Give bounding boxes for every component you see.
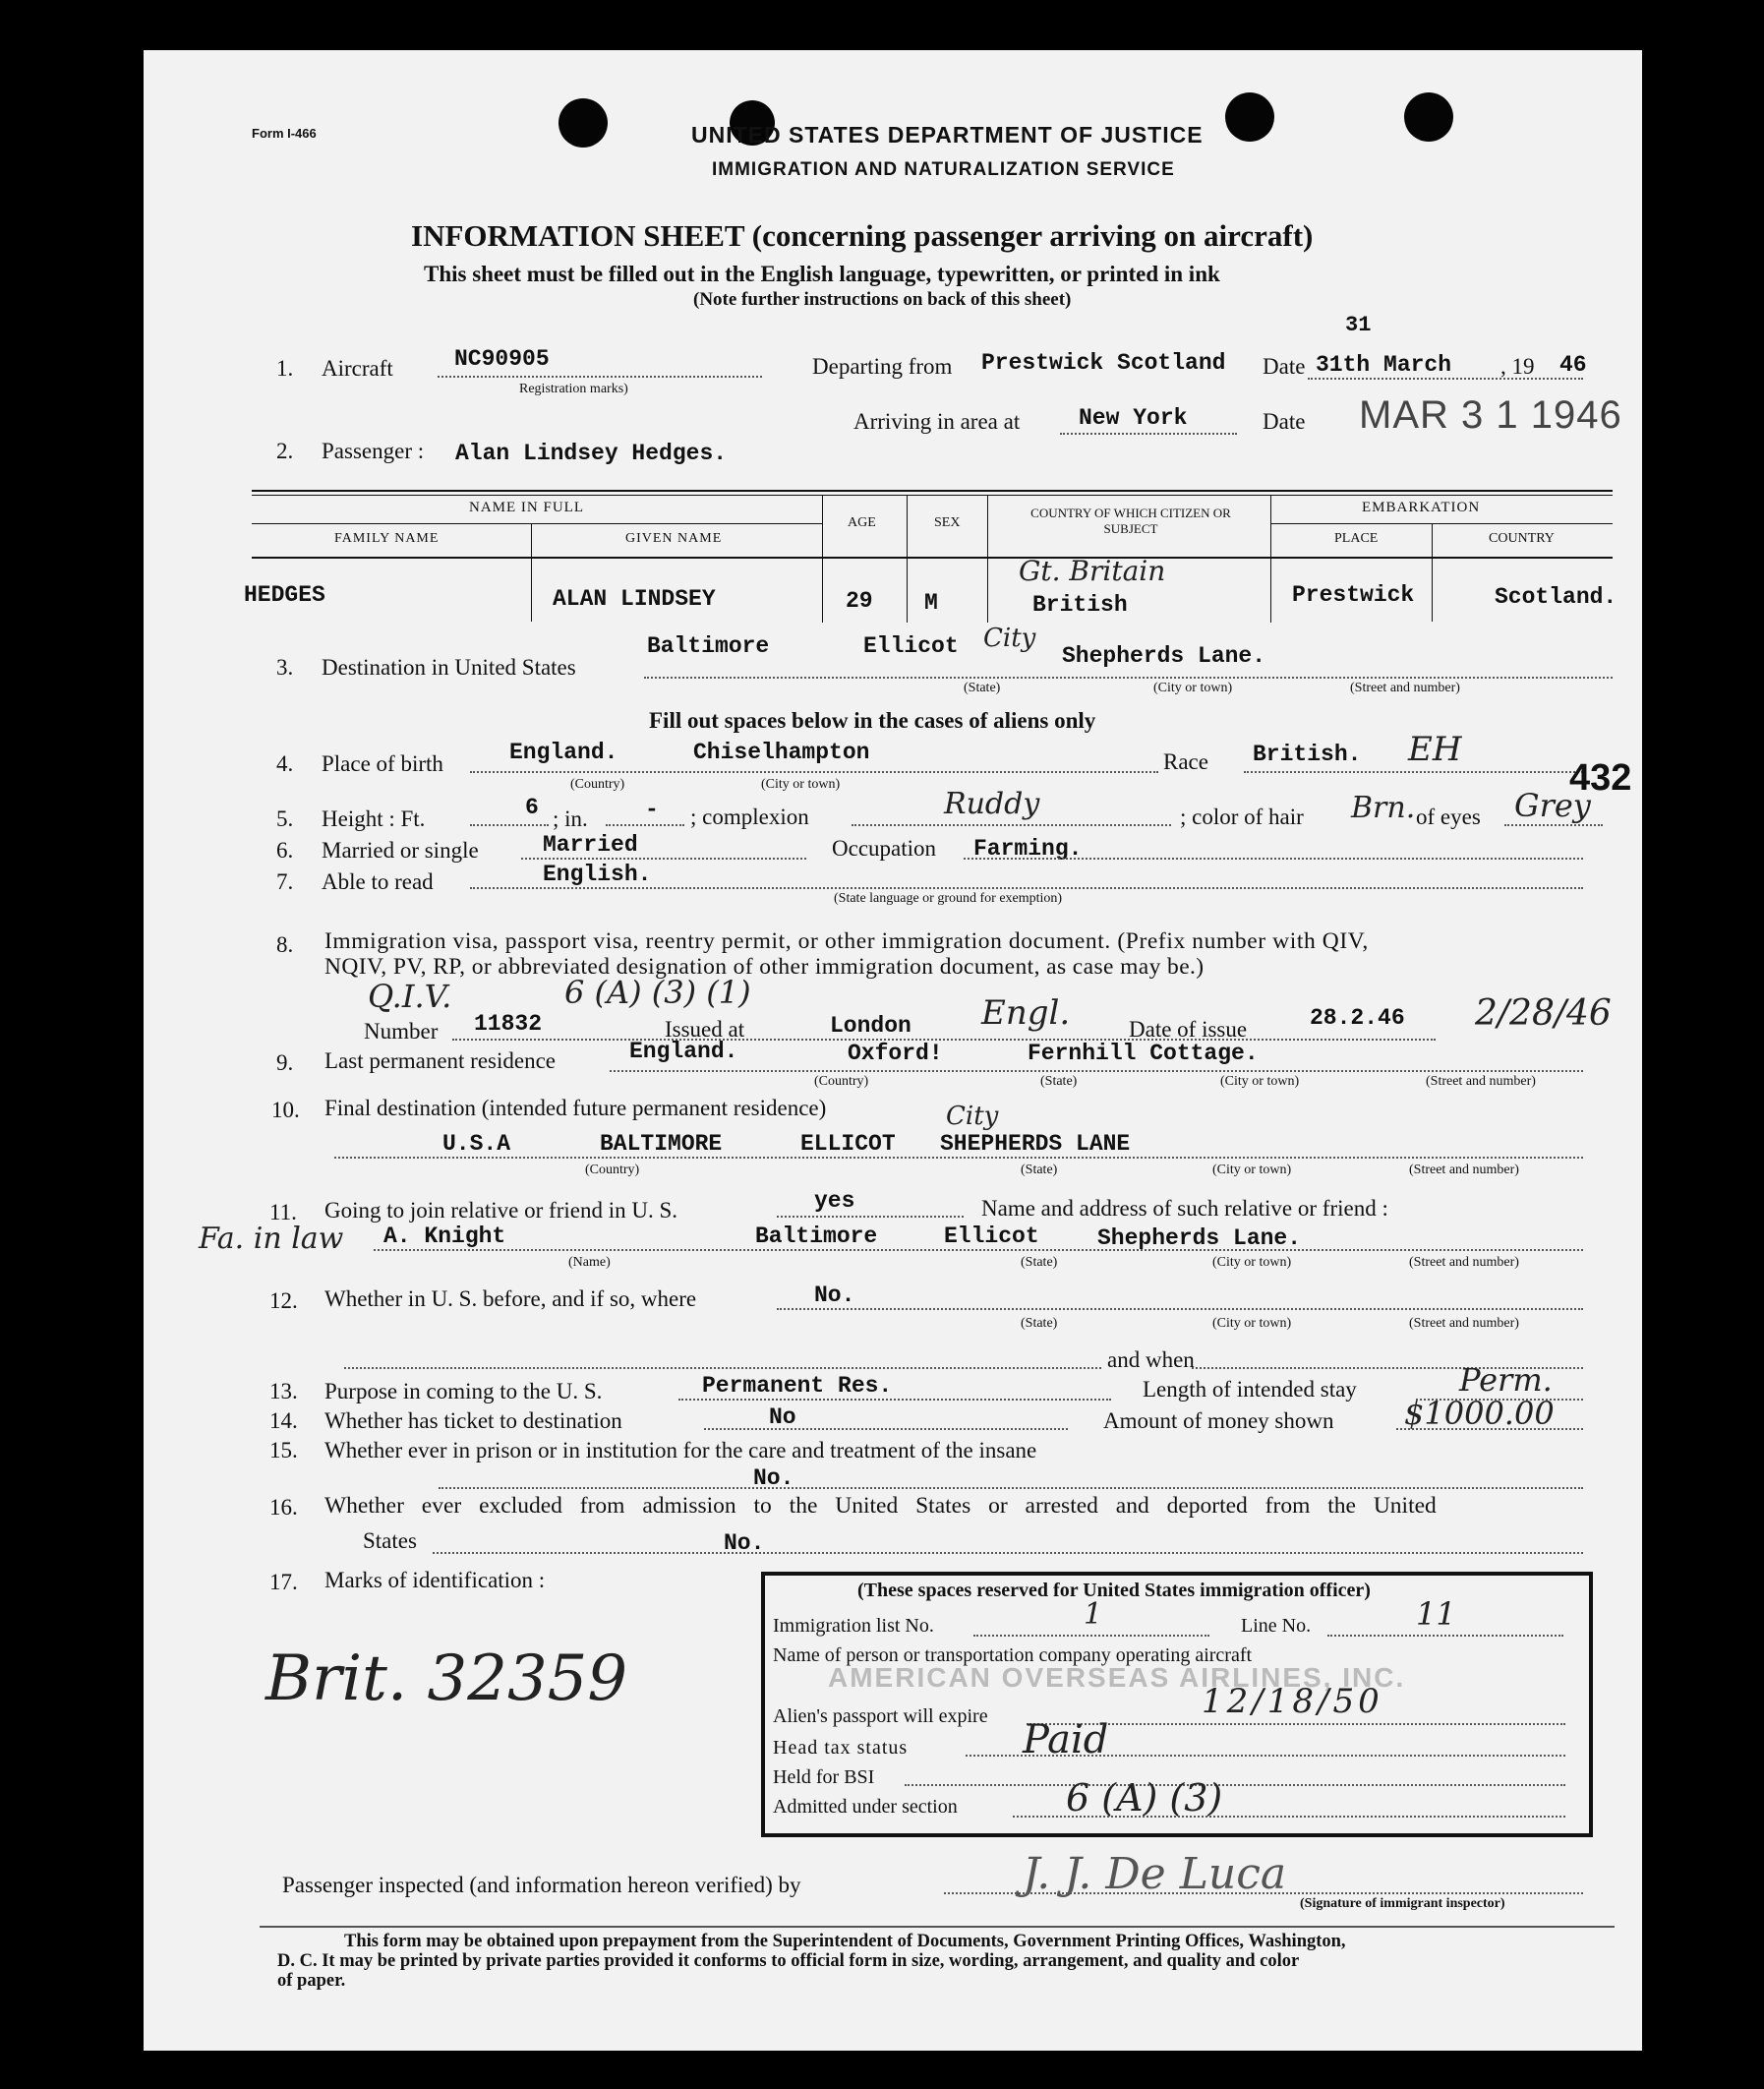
issued-label: Issued at: [665, 1017, 745, 1042]
country-caption: (Country): [585, 1163, 640, 1177]
line-label: Line No.: [1241, 1615, 1312, 1637]
birth-country: England.: [509, 740, 618, 765]
occupation-label: Occupation: [832, 836, 937, 861]
page-subtitle: This sheet must be filled out in the English language, typewritten, or printed in ink: [424, 262, 1220, 286]
inspector-signature: J. J. De Luca: [1023, 1849, 1287, 1899]
state-caption: (State): [1021, 1163, 1058, 1177]
birthplace-label: Place of birth: [322, 751, 443, 776]
visa-number-label: Number: [364, 1019, 439, 1044]
aliens-instruction: Fill out spaces below in the cases of aliens only: [649, 708, 1096, 733]
ticket-value: No: [769, 1404, 796, 1430]
service-title: IMMIGRATION AND NATURALIZATION SERVICE: [712, 159, 1175, 180]
read-value: English.: [543, 862, 652, 887]
aircraft-label: Aircraft: [322, 356, 393, 381]
height-label: Height : Ft.: [322, 806, 426, 831]
visa-section-hand: 6 (A) (3) (1): [564, 974, 751, 1011]
previous-us-value: No.: [814, 1283, 855, 1308]
registration-caption: Registration marks): [519, 382, 628, 396]
item-number: 16.: [269, 1495, 298, 1520]
citizen-handwritten: Gt. Britain: [1019, 555, 1166, 587]
occupation-value: Farming.: [973, 836, 1083, 862]
item-number: 6.: [276, 838, 294, 863]
state-caption: (State): [1040, 1074, 1078, 1089]
prison-value: No.: [753, 1465, 794, 1491]
birth-city: Chiselhampton: [693, 740, 870, 765]
section-value: 6 (A) (3): [1066, 1776, 1223, 1820]
complexion-label: ; complexion: [690, 805, 809, 829]
destination-city: Ellicot: [863, 633, 959, 659]
department-title: UNITED STATES DEPARTMENT OF JUSTICE: [691, 122, 1204, 148]
ticket-label: Whether has ticket to destination: [324, 1408, 622, 1433]
identification-label: Marks of identification :: [324, 1568, 546, 1592]
year-value: 46: [1559, 352, 1587, 378]
item-number: 1.: [276, 356, 294, 381]
age-value: 29: [846, 588, 873, 614]
place-header: PLACE: [1334, 531, 1379, 546]
when-label: and when: [1107, 1347, 1195, 1372]
city-caption: (City or town): [1153, 681, 1233, 695]
arrival-date-label: Date: [1263, 409, 1306, 434]
country-caption: (Country): [570, 777, 625, 792]
street-caption: (Street and number): [1409, 1163, 1519, 1177]
prison-label: Whether ever in prison or in institution for the care and treatment of the insane: [324, 1438, 1037, 1462]
destination-label: Destination in United States: [322, 655, 576, 680]
excluded-label: Whether ever excluded from admission to the United States or arrested and deported from the United: [324, 1493, 1437, 1519]
arrival-date-stamp: MAR 3 1 1946: [1359, 393, 1622, 437]
departure-date: 31th March: [1316, 352, 1452, 378]
name-in-full-header: NAME IN FULL: [469, 500, 584, 515]
passenger-label: Passenger :: [322, 439, 425, 463]
race-handwritten: EH: [1408, 730, 1462, 769]
footer-line-1: This form may be obtained upon prepayment from the Superintendent of Documents, Government Printing Offices, Washington,: [344, 1932, 1346, 1951]
city-caption: (City or town): [1212, 1316, 1292, 1331]
stay-label: Length of intended stay: [1143, 1377, 1357, 1402]
date-label: Date: [1263, 354, 1306, 379]
money-label: Amount of money shown: [1103, 1408, 1334, 1433]
page-title: INFORMATION SHEET (concerning passenger arriving on aircraft): [411, 218, 1314, 253]
street-caption: (Street and number): [1409, 1316, 1519, 1331]
final-street: SHEPHERDS LANE: [940, 1131, 1131, 1157]
relative-label: Name and address of such relative or friend :: [981, 1196, 1388, 1221]
citizen-value: British: [1032, 592, 1128, 618]
date-correction: 31: [1345, 313, 1372, 337]
final-country: U.S.A: [442, 1131, 511, 1157]
citizenship-header: COUNTRY OF WHICH CITIZEN OR SUBJECT: [1030, 506, 1231, 536]
family-name-header: FAMILY NAME: [334, 531, 440, 546]
visa-text-1: Immigration visa, passport visa, reentry permit, or other immigration document. (Prefix number with QIV,: [324, 928, 1369, 954]
item-number: 3.: [276, 655, 294, 680]
last-residence-label: Last permanent residence: [324, 1048, 556, 1073]
item-number: 13.: [269, 1379, 298, 1403]
item-number: 7.: [276, 869, 294, 894]
year-prefix: , 19: [1500, 354, 1535, 379]
item-number: 9.: [276, 1050, 294, 1075]
embark-place-value: Prestwick: [1292, 582, 1415, 608]
visa-type-hand: Q.I.V.: [368, 978, 452, 1015]
expire-value: 12/18/50: [1202, 1682, 1383, 1721]
final-city-hand: City: [946, 1102, 999, 1131]
bsi-label: Held for BSI: [773, 1766, 875, 1788]
item-number: 11.: [269, 1200, 297, 1224]
hair-value: Brn.: [1351, 791, 1416, 825]
expire-label: Alien's passport will expire: [773, 1705, 988, 1727]
inches-label: ; in.: [553, 806, 588, 831]
state-caption: (State): [964, 681, 1001, 695]
relative-street: Shepherds Lane.: [1097, 1225, 1302, 1251]
head-tax-value: Paid: [1023, 1717, 1109, 1762]
final-state: BALTIMORE: [600, 1131, 723, 1157]
destination-street: Shepherds Lane.: [1062, 643, 1266, 669]
last-residence-street: Fernhill Cottage.: [1028, 1041, 1259, 1066]
relative-city: Ellicot: [944, 1224, 1039, 1249]
signature-caption: (Signature of immigrant inspector): [1300, 1896, 1505, 1911]
punch-hole: [559, 98, 608, 148]
departing-label: Departing from: [812, 354, 953, 379]
stay-value: Perm.: [1459, 1361, 1553, 1399]
punch-hole: [1404, 92, 1453, 142]
given-name-header: GIVEN NAME: [625, 531, 723, 546]
item-number: 14.: [269, 1408, 298, 1433]
relative-state: Baltimore: [755, 1224, 878, 1249]
departing-value: Prestwick Scotland: [981, 350, 1226, 376]
visa-text-2: NQIV, PV, RP, or abbreviated designation of other immigration document, as case may be.): [324, 954, 1205, 980]
country-header: COUNTRY: [1489, 531, 1555, 546]
country-caption: (Country): [814, 1074, 869, 1089]
purpose-value: Permanent Res.: [702, 1373, 893, 1399]
carrier-stamp: AMERICAN OVERSEAS AIRLINES, INC.: [828, 1662, 1406, 1693]
name-caption: (Name): [568, 1255, 611, 1270]
issued-hand: Engl.: [981, 993, 1071, 1033]
officer-box-title: (These spaces reserved for United States immigration officer): [857, 1580, 1371, 1601]
street-caption: (Street and number): [1409, 1255, 1519, 1270]
issue-date: 28.2.46: [1310, 1005, 1405, 1031]
identification-hand: Brit. 32359: [265, 1642, 628, 1715]
race-value: British.: [1253, 742, 1362, 767]
destination-state: Baltimore: [647, 633, 770, 659]
head-tax-label: Head tax status: [773, 1737, 909, 1759]
street-caption: (Street and number): [1350, 681, 1460, 695]
street-caption: (Street and number): [1426, 1074, 1536, 1089]
item-number: 2.: [276, 439, 294, 463]
punch-hole: [1225, 92, 1274, 142]
relative-name: A. Knight: [383, 1224, 506, 1249]
height-feet: 6: [525, 795, 539, 820]
last-residence-country: England.: [629, 1039, 738, 1064]
final-destination-label: Final destination (intended future permanent residence): [324, 1096, 827, 1120]
visa-number: 11832: [474, 1011, 543, 1037]
item-number: 4.: [276, 751, 294, 776]
issued-value: London: [830, 1013, 911, 1039]
arriving-label: Arriving in area at: [853, 409, 1021, 434]
stamp-number: 432: [1569, 757, 1632, 799]
race-label: Race: [1163, 749, 1208, 774]
final-city: ELLICOT: [800, 1131, 896, 1157]
state-caption: (State): [1021, 1255, 1058, 1270]
line-value: 11: [1416, 1595, 1456, 1633]
inspected-label: Passenger inspected (and information hereon verified) by: [282, 1873, 801, 1897]
list-label: Immigration list No.: [773, 1615, 934, 1637]
join-label: Going to join relative or friend in U. S.: [324, 1198, 677, 1223]
relation-hand: Fa. in law: [199, 1222, 344, 1256]
married-label: Married or single: [322, 838, 479, 863]
embark-country-value: Scotland.: [1495, 584, 1617, 610]
item-number: 15.: [269, 1438, 298, 1462]
embarkation-header: EMBARKATION: [1362, 500, 1481, 515]
purpose-label: Purpose in coming to the U. S.: [324, 1379, 603, 1403]
age-header: AGE: [848, 515, 876, 530]
issue-date-hand: 2/28/46: [1475, 993, 1612, 1034]
item-number: 17.: [269, 1570, 298, 1594]
state-caption: (State): [1021, 1316, 1058, 1331]
last-residence-state: Oxford!: [848, 1041, 943, 1066]
city-caption: (City or town): [1212, 1163, 1292, 1177]
section-label: Admitted under section: [773, 1796, 958, 1818]
city-caption: (City or town): [1212, 1255, 1292, 1270]
hair-label: ; color of hair: [1180, 805, 1304, 829]
married-value: Married: [543, 832, 638, 858]
carrier-label: Name of person or transportation company operating aircraft: [773, 1644, 1253, 1666]
read-label: Able to read: [322, 869, 434, 894]
read-caption: (State language or ground for exemption): [834, 891, 1063, 906]
eyes-label: of eyes: [1416, 805, 1481, 829]
city-caption: (City or town): [1220, 1074, 1300, 1089]
passenger-value: Alan Lindsey Hedges.: [455, 441, 728, 466]
form-number: Form I-466: [252, 126, 317, 141]
item-number: 12.: [269, 1288, 298, 1313]
family-name-value: HEDGES: [244, 582, 325, 608]
item-number: 5.: [276, 806, 294, 831]
excluded-value: No.: [724, 1530, 765, 1556]
previous-us-label: Whether in U. S. before, and if so, where: [324, 1286, 697, 1311]
item-number: 8.: [276, 932, 294, 957]
destination-city-hand: City: [983, 624, 1036, 653]
complexion-value: Ruddy: [944, 787, 1040, 821]
height-inches: -: [645, 797, 659, 822]
list-value: 1: [1084, 1597, 1103, 1632]
given-name-value: ALAN LINDSEY: [553, 586, 716, 612]
item-number: 10.: [271, 1098, 300, 1122]
excluded-label-2: States: [363, 1528, 417, 1553]
arriving-value: New York: [1079, 405, 1188, 431]
sex-value: M: [924, 590, 938, 616]
aircraft-value: NC90905: [454, 346, 550, 372]
join-value: yes: [814, 1188, 855, 1214]
footer-line-3: of paper.: [277, 1971, 346, 1991]
money-value: $1000.00: [1404, 1395, 1555, 1432]
footer-line-2: D. C. It may be printed by private parties provided it conforms to official form in size, wording, arrangement, and quality and color: [277, 1951, 1300, 1971]
city-caption: (City or town): [761, 777, 841, 792]
issue-date-label: Date of issue: [1129, 1017, 1248, 1042]
instructions-note: (Note further instructions on back of this sheet): [693, 289, 1072, 310]
eyes-value: Grey: [1514, 787, 1591, 824]
sex-header: SEX: [934, 515, 961, 530]
